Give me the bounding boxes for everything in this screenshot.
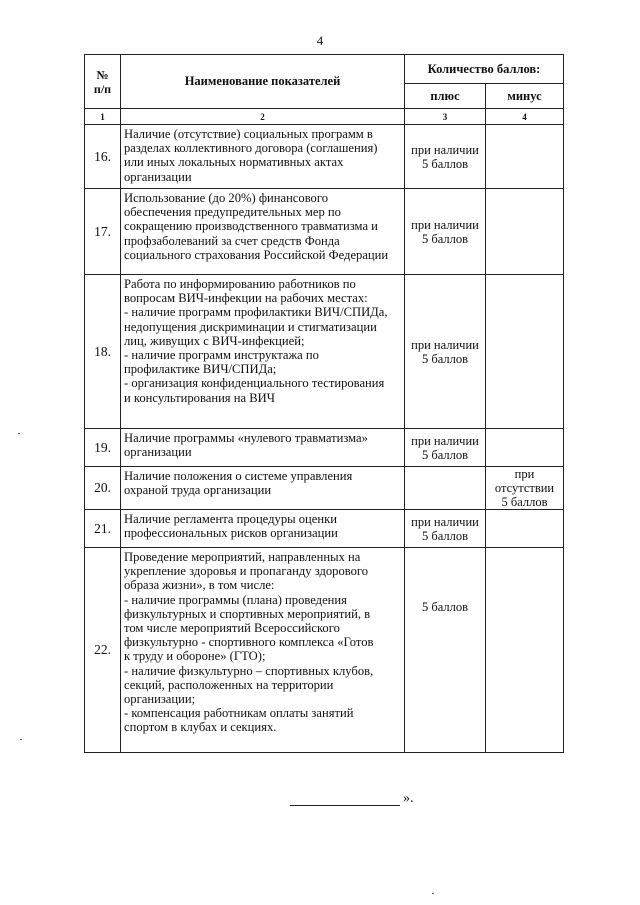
indicator-text-line: физкультурно - спортивного комплекса «Готов	[124, 635, 374, 650]
indicator-name	[121, 548, 405, 753]
indicator-text-line: - компенсация работникам оплаты занятий	[124, 706, 354, 721]
indicator-text-line: Работа по информированию работников по	[124, 277, 356, 291]
minus-score	[486, 548, 564, 753]
indicator-text-line: укрепление здоровья и пропаганду здорового	[124, 564, 369, 579]
indicator-text-line: физкультурных и спортивных мероприятий, в	[124, 606, 371, 621]
minus-score	[486, 125, 564, 189]
indicator-text-line: сокращению производственного травматизма и	[124, 219, 378, 234]
indicator-text-line: профзаболеваний за счет средств Фонда	[124, 233, 340, 248]
table-row	[85, 189, 564, 275]
column-index-row	[85, 109, 564, 125]
indicator-text-line: - наличие программ инструктажа по	[124, 348, 319, 363]
indicator-text-line: разделах коллективного договора (соглашения)	[124, 141, 378, 156]
indicator-name	[121, 189, 405, 275]
plus-score: при наличии 5 баллов	[405, 125, 486, 189]
page-number: 4	[316, 33, 324, 48]
indicator-text-line: - организация конфиденциального тестирования	[124, 376, 385, 391]
column-index: 3	[405, 109, 486, 125]
indicator-name	[121, 467, 405, 510]
closing-signature-line	[290, 792, 450, 806]
row-number: 16.	[85, 125, 121, 189]
row-number: 17.	[85, 189, 121, 275]
indicator-text-line: или иных локальных нормативных актах	[124, 155, 344, 170]
minus-score	[486, 189, 564, 275]
indicator-text-line: образа жизни», в том числе:	[124, 578, 275, 593]
plus-score: при наличии 5 баллов	[405, 275, 486, 429]
scan-speck	[432, 893, 434, 894]
row-number: 19.	[85, 429, 121, 467]
minus-score: при отсутствии 5 баллов	[486, 467, 564, 510]
header-score: Количество баллов:	[405, 55, 564, 84]
indicator-text-line: недопущения дискриминации и стигматизации	[124, 319, 377, 334]
indicator-text-line: вопросам ВИЧ-инфекции на рабочих местах:	[124, 291, 368, 306]
indicator-text-line: Наличие регламента процедуры оценки	[124, 512, 337, 526]
indicator-text-line: охраной труда организации	[124, 483, 272, 498]
indicator-text-line: социального страхования Российской Федерации	[124, 247, 389, 262]
indicator-text-line: организации	[124, 169, 192, 184]
indicator-text-line: обеспечения предупредительных мер по	[124, 205, 341, 220]
indicator-name	[121, 125, 405, 189]
indicator-text-line: к труду и обороне» (ГТО);	[124, 649, 266, 664]
header-name: Наименование показателей	[121, 55, 405, 109]
indicator-text-line: Наличие положения о системе управления	[124, 469, 353, 483]
closing-quote: ».	[403, 791, 414, 806]
indicator-text-line: организации;	[124, 692, 196, 707]
indicator-text-line: и консультирования на ВИЧ	[124, 390, 275, 405]
indicator-name	[121, 275, 405, 429]
table-row	[85, 548, 564, 753]
signature-blank	[290, 805, 400, 806]
plus-score: при наличии 5 баллов	[405, 189, 486, 275]
indicator-text-line: - наличие физкультурно – спортивных клубов,	[124, 663, 374, 678]
plus-score: при наличии 5 баллов	[405, 429, 486, 467]
row-number: 22.	[85, 548, 121, 753]
indicator-text-line: секций, расположенных на территории	[124, 677, 334, 692]
header-plus: плюс	[405, 84, 486, 109]
scan-speck	[20, 739, 22, 740]
column-index: 4	[486, 109, 564, 125]
table-row	[85, 125, 564, 189]
scan-speck	[18, 433, 20, 434]
indicator-text-line: спортом в клубах и секциях.	[124, 720, 277, 735]
table-row	[85, 510, 564, 548]
column-index: 1	[85, 109, 121, 125]
indicator-text-line: - наличие программы (плана) проведения	[124, 592, 347, 607]
indicator-text-line: профессиональных рисков организации	[124, 526, 338, 541]
minus-score	[486, 510, 564, 548]
indicator-text-line: Проведение мероприятий, направленных на	[124, 550, 361, 564]
plus-score: при наличии 5 баллов	[405, 510, 486, 548]
indicator-text-line: Использование (до 20%) финансового	[124, 191, 329, 205]
indicator-text-line: организации	[124, 445, 192, 460]
plus-score	[405, 467, 486, 510]
table-row	[85, 467, 564, 510]
minus-score	[486, 275, 564, 429]
plus-score: 5 баллов	[405, 548, 486, 753]
row-number: 21.	[85, 510, 121, 548]
indicator-name	[121, 510, 405, 548]
header-minus: минус	[486, 84, 564, 109]
table-row	[85, 275, 564, 429]
indicator-text-line: Наличие программы «нулевого травматизма»	[124, 431, 368, 445]
indicator-name	[121, 429, 405, 467]
indicator-text-line: - наличие программ профилактики ВИЧ/СПИДа,	[124, 305, 388, 320]
indicator-text-line: профилактике ВИЧ/СПИДа;	[124, 362, 277, 377]
header-num: № п/п	[85, 55, 121, 109]
indicator-text-line: лиц, живущих с ВИЧ-инфекцией;	[124, 333, 305, 348]
score-table	[84, 54, 564, 753]
row-number: 20.	[85, 467, 121, 510]
indicator-text-line: Наличие (отсутствие) социальных программ в	[124, 127, 373, 141]
minus-score	[486, 429, 564, 467]
indicator-text-line: том числе мероприятий Всероссийского	[124, 621, 340, 636]
column-index: 2	[121, 109, 405, 125]
row-number: 18.	[85, 275, 121, 429]
table-row	[85, 429, 564, 467]
